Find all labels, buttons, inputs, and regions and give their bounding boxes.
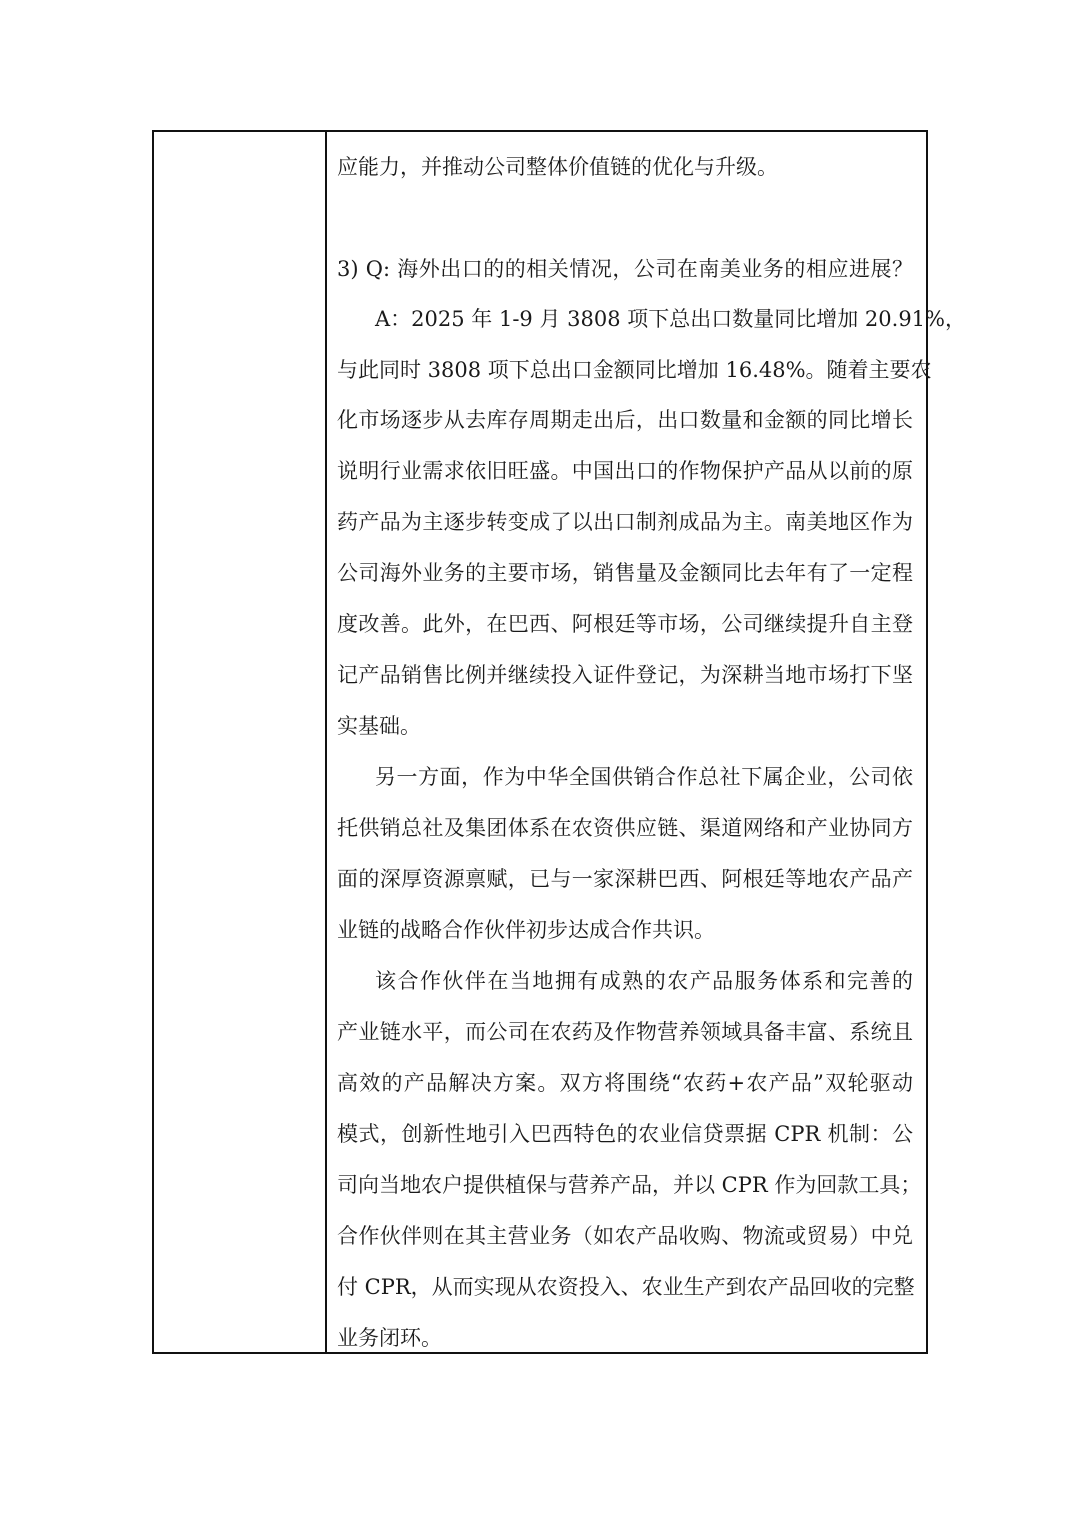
text-line: 面的深厚资源禀赋，已与一家深耕巴西、阿根廷等地农产品产 xyxy=(337,867,913,891)
text-line: 药产品为主逐步转变成了以出口制剂成品为主。南美地区作为 xyxy=(337,510,913,534)
text-line: 业务闭环。 xyxy=(337,1326,442,1350)
text-line: 业链的战略合作伙伴初步达成合作共识。 xyxy=(337,918,715,942)
answer-line: A：2025 年 1-9 月 3808 项下总出口数量同比增加 20.91%， xyxy=(375,307,966,331)
question-line: 3) Q: 海外出口的的相关情况，公司在南美业务的相应进展？ xyxy=(337,257,913,281)
text-line: 付 CPR，从而实现从农资投入、农业生产到农产品回收的完整 xyxy=(337,1275,915,1299)
text-line: 应能力，并推动公司整体价值链的优化与升级。 xyxy=(337,155,778,179)
document-table xyxy=(152,130,966,1354)
table-right-cell xyxy=(327,132,966,1352)
text-line: 公司海外业务的主要市场，销售量及金额同比去年有了一定程 xyxy=(337,561,913,585)
text-line: 高效的产品解决方案。双方将围绕“农药+农产品”双轮驱动 xyxy=(337,1071,913,1095)
text-line: 实基础。 xyxy=(337,714,421,738)
text-line: 化市场逐步从去库存周期走出后，出口数量和金额的同比增长 xyxy=(337,408,913,432)
text-line: 度改善。此外，在巴西、阿根廷等市场，公司继续提升自主登 xyxy=(337,612,913,636)
text-line: 与此同时 3808 项下总出口金额同比增加 16.48%。随着主要农 xyxy=(337,358,932,382)
text-line: 合作伙伴则在其主营业务（如农产品收购、物流或贸易）中兑 xyxy=(337,1224,913,1248)
table-left-cell xyxy=(154,132,327,1352)
text-line: 记产品销售比例并继续投入证件登记，为深耕当地市场打下坚 xyxy=(337,663,913,687)
text-line: 说明行业需求依旧旺盛。中国出口的作物保护产品从以前的原 xyxy=(337,459,913,483)
text-line: 模式，创新性地引入巴西特色的农业信贷票据 CPR 机制：公 xyxy=(337,1122,913,1146)
text-line: 托供销总社及集团体系在农资供应链、渠道网络和产业协同方 xyxy=(337,816,913,840)
text-line: 司向当地农户提供植保与营养产品，并以 CPR 作为回款工具； xyxy=(337,1173,922,1197)
paragraph-start-line: 另一方面，作为中华全国供销合作总社下属企业，公司依 xyxy=(375,765,913,789)
text-line: 产业链水平，而公司在农药及作物营养领域具备丰富、系统且 xyxy=(337,1020,913,1044)
paragraph-start-line: 该合作伙伴在当地拥有成熟的农产品服务体系和完善的 xyxy=(375,969,913,993)
